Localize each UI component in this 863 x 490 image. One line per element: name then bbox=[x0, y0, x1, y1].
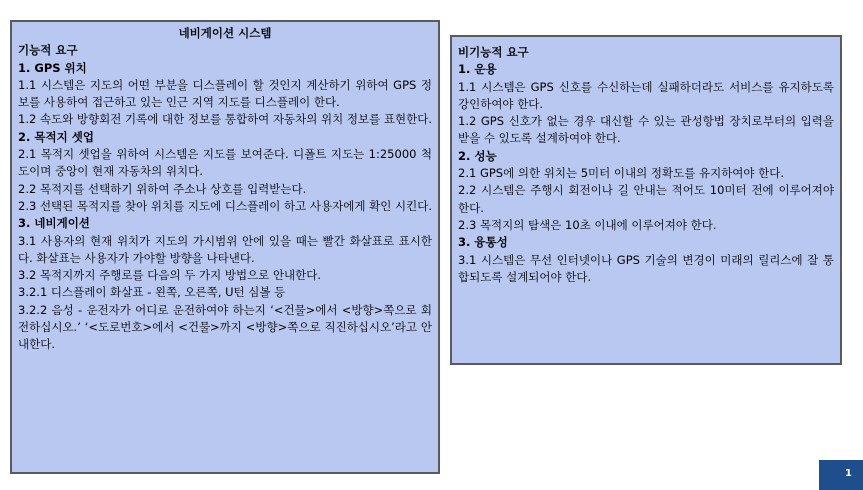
requirement-paragraph: 3.2.2 음성 - 운전자가 어디로 운전하여야 하는지 ‘<건물>에서 <방향>쪽으로 회전하십시오.’ ‘<도로번호>에서 <건물>까지 <방향>쪽으로 직진하십시오’라고 안내한다. bbox=[18, 302, 432, 352]
requirement-paragraph: 1.2 GPS 신호가 없는 경우 대신할 수 있는 관성항법 장치로부터의 입력을 받을 수 있도록 설계하여야 한다. bbox=[458, 114, 834, 146]
requirement-paragraph: 3.2 목적지까지 주행로를 다음의 두 가지 방법으로 안내한다. bbox=[18, 268, 322, 283]
functional-requirements-box bbox=[10, 20, 440, 474]
requirement-paragraph: 2.2 목적지를 선택하기 위하여 주소나 상호를 입력받는다. bbox=[18, 181, 307, 196]
requirement-paragraph: 1.1 시스템은 지도의 어떤 부분을 디스플레이 할 것인지 계산하기 위하여 GPS 정보를 사용하여 접근하고 있는 인근 지역 지도를 디스플레이 한다. bbox=[18, 77, 432, 110]
requirement-heading: 3. 네비게이션 bbox=[18, 216, 90, 231]
requirement-paragraph: 1.2 속도와 방향회전 기록에 대한 정보를 통합하여 자동차의 위치 정보를 표현한다. bbox=[18, 112, 432, 127]
functional-section-heading: 기능적 요구 bbox=[18, 43, 78, 58]
functional-items bbox=[18, 60, 432, 354]
document-title: 네비게이션 시스템 bbox=[178, 26, 272, 40]
requirement-paragraph: 2.3 목적지의 탐색은 10초 이내에 이루어져야 한다. bbox=[458, 217, 717, 232]
requirement-heading: 2. 성능 bbox=[458, 148, 497, 163]
nonfunctional-requirements-box bbox=[450, 35, 842, 365]
requirement-paragraph: 1.1 시스템은 GPS 신호를 수신하는데 실패하더라도 서비스를 유지하도록 강인하여야 한다. bbox=[458, 79, 834, 111]
requirement-heading: 1. 운용 bbox=[458, 62, 497, 77]
requirement-heading: 2. 목적지 셋업 bbox=[18, 129, 94, 144]
requirement-paragraph: 3.2.1 디스플레이 화살표 - 왼쪽, 오른쪽, U턴 심볼 등 bbox=[18, 285, 286, 300]
requirement-paragraph: 2.1 GPS에 의한 위치는 5미터 이내의 정확도를 유지하여야 한다. bbox=[458, 166, 785, 181]
requirement-paragraph: 3.1 사용자의 현재 위치가 지도의 가시범위 안에 있을 때는 빨간 화살표로 표시한다. 화살표는 사용자가 가야할 방향을 나타낸다. bbox=[18, 233, 432, 265]
nonfunctional-items bbox=[458, 61, 834, 286]
requirement-paragraph: 2.2 시스템은 주행시 회전이나 길 안내는 적어도 10미터 전에 이루어져야 한다. bbox=[458, 183, 834, 215]
requirement-heading: 1. GPS 위치 bbox=[18, 60, 87, 75]
requirement-paragraph: 2.1 목적지 셋업을 위하여 시스템은 지도를 보여준다. 디폴트 지도는 1:25000 척도이며 중앙이 현재 자동차의 위치다. bbox=[18, 147, 432, 179]
requirement-paragraph: 3.1 시스템은 무선 인터넷이나 GPS 기술의 변경이 미래의 릴리스에 잘 통합되도록 설계되어야 한다. bbox=[458, 252, 834, 284]
page-number: 1 bbox=[819, 460, 863, 490]
requirement-paragraph: 2.3 선택된 목적지를 찾아 위치를 지도에 디스플레이 하고 사용자에게 확인 시킨다. bbox=[18, 198, 432, 213]
requirement-heading: 3. 융통성 bbox=[458, 235, 508, 250]
nonfunctional-section-heading: 비기능적 요구 bbox=[458, 45, 529, 59]
